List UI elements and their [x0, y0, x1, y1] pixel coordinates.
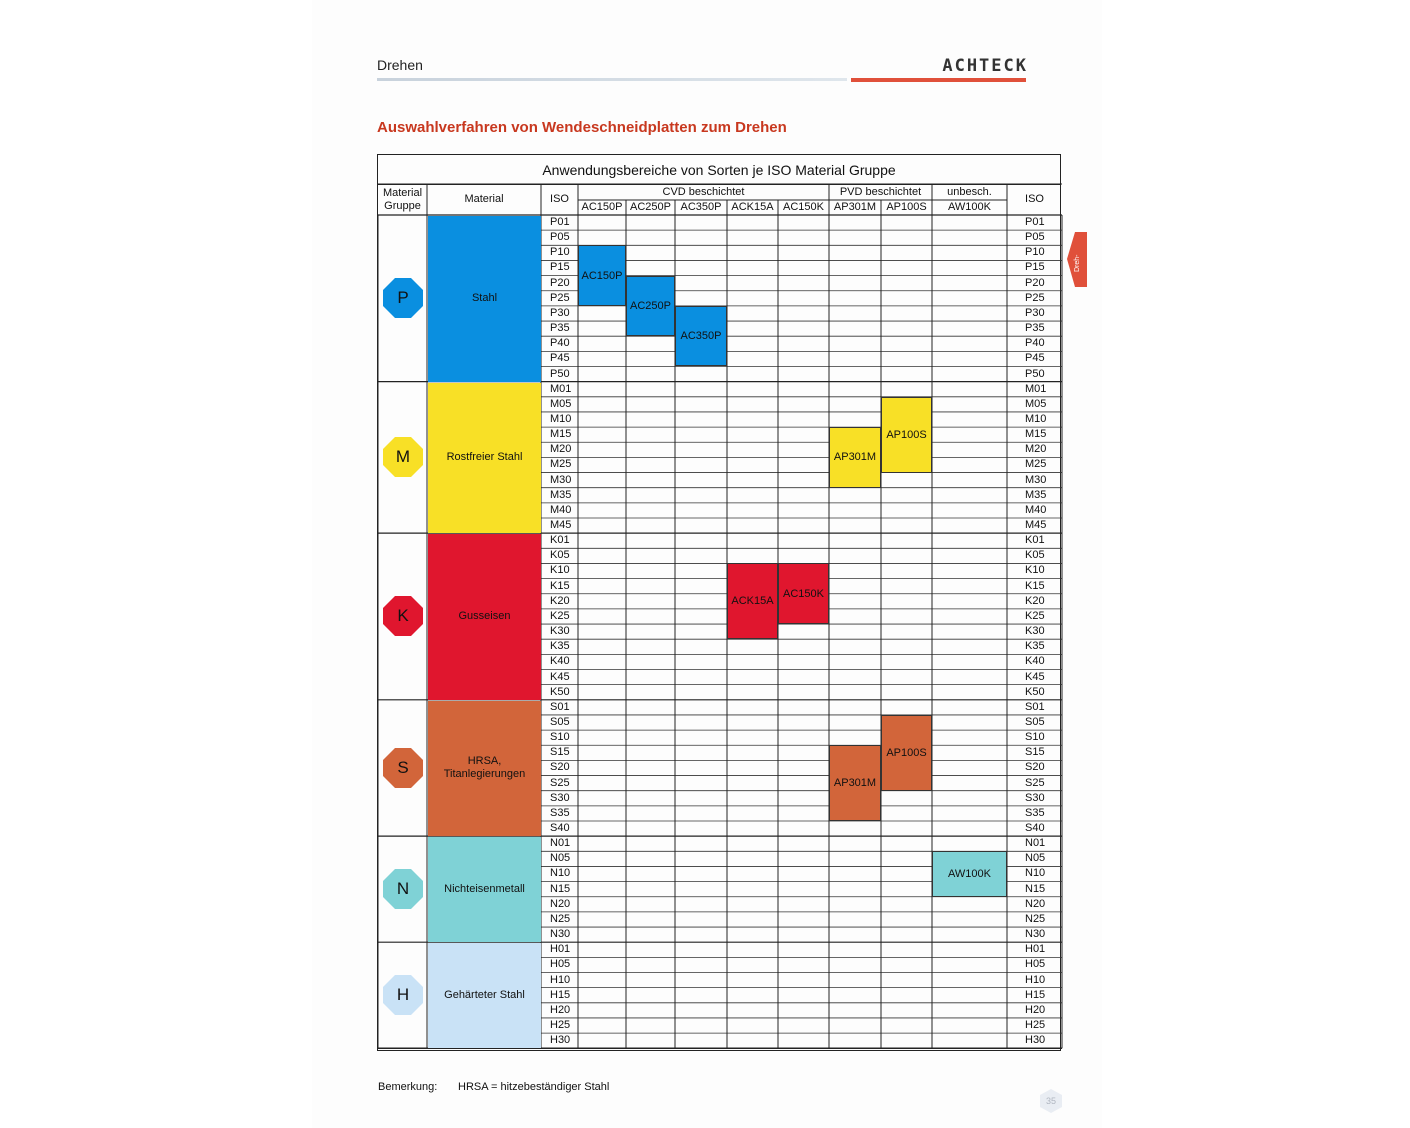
iso-code: S20 [550, 761, 570, 774]
material-cell: Nichteisenmetall [428, 837, 541, 942]
iso-code-right: N01 [1025, 837, 1046, 850]
iso-code-right: N05 [1025, 852, 1046, 865]
col-header-iso: ISO [550, 193, 569, 205]
iso-code: M05 [550, 397, 572, 410]
iso-code: M10 [550, 412, 572, 425]
iso-code: N15 [550, 882, 571, 895]
grade-range-box: AP100S [881, 397, 932, 473]
iso-code-right: K01 [1025, 534, 1045, 547]
table-caption: Anwendungsbereiche von Sorten je ISO Material Gruppe [378, 155, 1060, 185]
iso-code-right: K40 [1025, 655, 1045, 668]
iso-code-right: S25 [1025, 776, 1045, 789]
iso-code-right: S10 [1025, 731, 1045, 744]
iso-code: H25 [550, 1018, 571, 1031]
col-header-iso-right: ISO [1025, 193, 1044, 205]
grade-range-box: AC150K [778, 563, 829, 624]
iso-code-right: S35 [1025, 806, 1045, 819]
iso-code-right: S20 [1025, 761, 1045, 774]
grade-header: AC150K [783, 201, 824, 213]
header-rule [377, 78, 847, 81]
iso-code-right: P15 [1025, 261, 1045, 274]
material-group-octagon-icon [382, 974, 424, 1016]
iso-code: P30 [550, 306, 570, 319]
iso-code: N25 [550, 912, 571, 925]
category-header: PVD beschichtet [839, 185, 922, 198]
iso-code: K01 [550, 534, 570, 547]
iso-code-right: K30 [1025, 625, 1045, 638]
material-cell: Gusseisen [428, 534, 541, 700]
grade-header: AC150P [581, 201, 623, 213]
material-cell: Stahl [428, 216, 541, 382]
material-group-octagon-icon [382, 595, 424, 637]
iso-code: M40 [550, 503, 572, 516]
grade-range-box: AC150P [578, 245, 626, 306]
iso-code-right: H15 [1025, 988, 1046, 1001]
grade-range-box: AC350P [675, 306, 727, 367]
category-header: CVD beschichtet [662, 185, 745, 198]
iso-code-right: H10 [1025, 973, 1046, 986]
iso-code-right: H20 [1025, 1003, 1046, 1016]
iso-code: K35 [550, 640, 570, 653]
iso-code-right: M40 [1025, 503, 1047, 516]
iso-code: S35 [550, 806, 570, 819]
iso-code-right: N25 [1025, 912, 1046, 925]
col-header-material: Material [464, 193, 504, 205]
iso-code: S30 [550, 791, 570, 804]
iso-code: M25 [550, 458, 572, 471]
iso-code: H15 [550, 988, 571, 1001]
iso-code-right: S01 [1025, 700, 1045, 713]
material-group-letter: H [396, 985, 410, 1005]
iso-code-right: N20 [1025, 897, 1046, 910]
iso-code: N01 [550, 837, 571, 850]
remark-text: HRSA = hitzebeständiger Stahl [458, 1081, 610, 1093]
grade-header: AP100S [886, 201, 927, 213]
iso-code: P01 [550, 216, 570, 228]
iso-code: P45 [550, 352, 570, 365]
chapter-tab-label: Dreh- [1074, 254, 1081, 272]
iso-code: P25 [550, 291, 570, 304]
iso-code-right: S30 [1025, 791, 1045, 804]
iso-code-right: M45 [1025, 519, 1047, 531]
iso-code-right: K35 [1025, 640, 1045, 653]
category-header: unbesch. [947, 185, 992, 198]
material-group-letter: S [397, 757, 409, 777]
brand-logo: ACHTECK [942, 56, 1028, 76]
iso-code-right: K25 [1025, 609, 1045, 622]
material-group-letter: P [397, 288, 409, 308]
iso-code-right: N15 [1025, 882, 1046, 895]
iso-code-right: P50 [1025, 367, 1045, 380]
iso-code-right: P05 [1025, 231, 1045, 244]
iso-code: H05 [550, 958, 571, 971]
iso-code: K45 [550, 670, 570, 683]
remark-label: Bemerkung: [378, 1081, 438, 1093]
header-accent-rule [851, 78, 1026, 82]
iso-code-right: P45 [1025, 352, 1045, 365]
grade-range-box: AC250P [626, 276, 675, 337]
material-group-octagon-icon [382, 868, 424, 910]
iso-code: H10 [550, 973, 571, 986]
material-group-letter: N [396, 879, 410, 899]
iso-code-right: H01 [1025, 943, 1046, 956]
iso-code-right: P40 [1025, 337, 1045, 350]
iso-code-right: M20 [1025, 443, 1047, 456]
iso-code-right: P35 [1025, 322, 1045, 335]
section-header: Drehen [377, 57, 423, 73]
page-title: Auswahlverfahren von Wendeschneidplatten zum Drehen [377, 119, 787, 136]
grade-header: ACK15A [731, 201, 774, 213]
iso-code-right: P25 [1025, 291, 1045, 304]
iso-code-right: K45 [1025, 670, 1045, 683]
iso-code: K15 [550, 579, 570, 592]
material-cell: Rostfreier Stahl [428, 383, 541, 534]
grade-range-box: ACK15A [727, 563, 778, 639]
material-group-octagon-icon [382, 436, 424, 478]
iso-code-right: P10 [1025, 246, 1045, 259]
iso-code: S25 [550, 776, 570, 789]
material-group-octagon-icon [382, 277, 424, 319]
iso-code: P35 [550, 322, 570, 335]
iso-code-right: S15 [1025, 746, 1045, 759]
iso-code: K30 [550, 625, 570, 638]
iso-code: P40 [550, 337, 570, 350]
iso-code-right: M30 [1025, 473, 1047, 486]
iso-code-right: H05 [1025, 958, 1046, 971]
iso-code: K40 [550, 655, 570, 668]
iso-code-right: S05 [1025, 715, 1045, 728]
iso-code: N10 [550, 867, 571, 880]
iso-code: P50 [550, 367, 570, 380]
iso-code-right: P30 [1025, 306, 1045, 319]
iso-code: M15 [550, 428, 572, 441]
iso-code: N20 [550, 897, 571, 910]
iso-code-right: H30 [1025, 1034, 1046, 1047]
iso-code: S01 [550, 700, 570, 713]
col-header-material-group: Material Gruppe [382, 186, 423, 212]
iso-code-right: P01 [1025, 216, 1045, 228]
iso-code: S05 [550, 715, 570, 728]
iso-code-right: K05 [1025, 549, 1045, 562]
iso-code: K20 [550, 594, 570, 607]
iso-code: P10 [550, 246, 570, 259]
iso-code: M30 [550, 473, 572, 486]
iso-code: H01 [550, 943, 571, 956]
material-group-octagon-icon [382, 747, 424, 789]
iso-code-right: M35 [1025, 488, 1047, 501]
iso-code-right: N30 [1025, 928, 1046, 941]
iso-code-right: M25 [1025, 458, 1047, 471]
iso-code-right: S40 [1025, 822, 1045, 834]
iso-code: S15 [550, 746, 570, 759]
iso-code-right: M01 [1025, 382, 1047, 395]
grade-header: AC250P [630, 201, 671, 213]
iso-code: H20 [550, 1003, 571, 1016]
iso-code: K10 [550, 564, 570, 577]
iso-code: P05 [550, 231, 570, 244]
iso-code: H30 [550, 1034, 571, 1047]
iso-code: M35 [550, 488, 572, 501]
grade-header: AP301M [833, 201, 877, 213]
iso-code: S40 [550, 822, 570, 834]
iso-code-right: K20 [1025, 594, 1045, 607]
iso-code-right: M15 [1025, 428, 1047, 441]
iso-code: M20 [550, 443, 572, 456]
iso-code: N30 [550, 928, 571, 941]
iso-code: K50 [550, 685, 570, 698]
iso-code-right: K10 [1025, 564, 1045, 577]
page-number-badge [1038, 1088, 1064, 1114]
grade-range-box: AP301M [829, 745, 881, 821]
material-cell: Gehärteter Stahl [428, 943, 541, 1048]
iso-code: N05 [550, 852, 571, 865]
material-group-letter: K [397, 606, 409, 626]
iso-code: P20 [550, 276, 570, 289]
material-cell: HRSA, Titanlegierungen [428, 701, 541, 836]
iso-code-right: P20 [1025, 276, 1045, 289]
iso-code-right: H25 [1025, 1018, 1046, 1031]
iso-code: M01 [550, 382, 572, 395]
iso-code: K05 [550, 549, 570, 562]
iso-code: K25 [550, 609, 570, 622]
iso-code: P15 [550, 261, 570, 274]
iso-code-right: N10 [1025, 867, 1046, 880]
grade-header: AC350P [680, 201, 722, 213]
iso-code-right: K15 [1025, 579, 1045, 592]
material-group-letter: M [395, 447, 411, 467]
grade-range-box: AW100K [932, 851, 1007, 896]
iso-code: M45 [550, 519, 572, 531]
iso-code-right: M05 [1025, 397, 1047, 410]
iso-code-right: M10 [1025, 412, 1047, 425]
grade-range-box: AP100S [881, 715, 932, 791]
page-number: 35 [1045, 1096, 1056, 1106]
iso-code-right: K50 [1025, 685, 1045, 698]
iso-code: S10 [550, 731, 570, 744]
grade-header: AW100K [947, 201, 991, 213]
grade-range-box: AP301M [829, 427, 881, 488]
